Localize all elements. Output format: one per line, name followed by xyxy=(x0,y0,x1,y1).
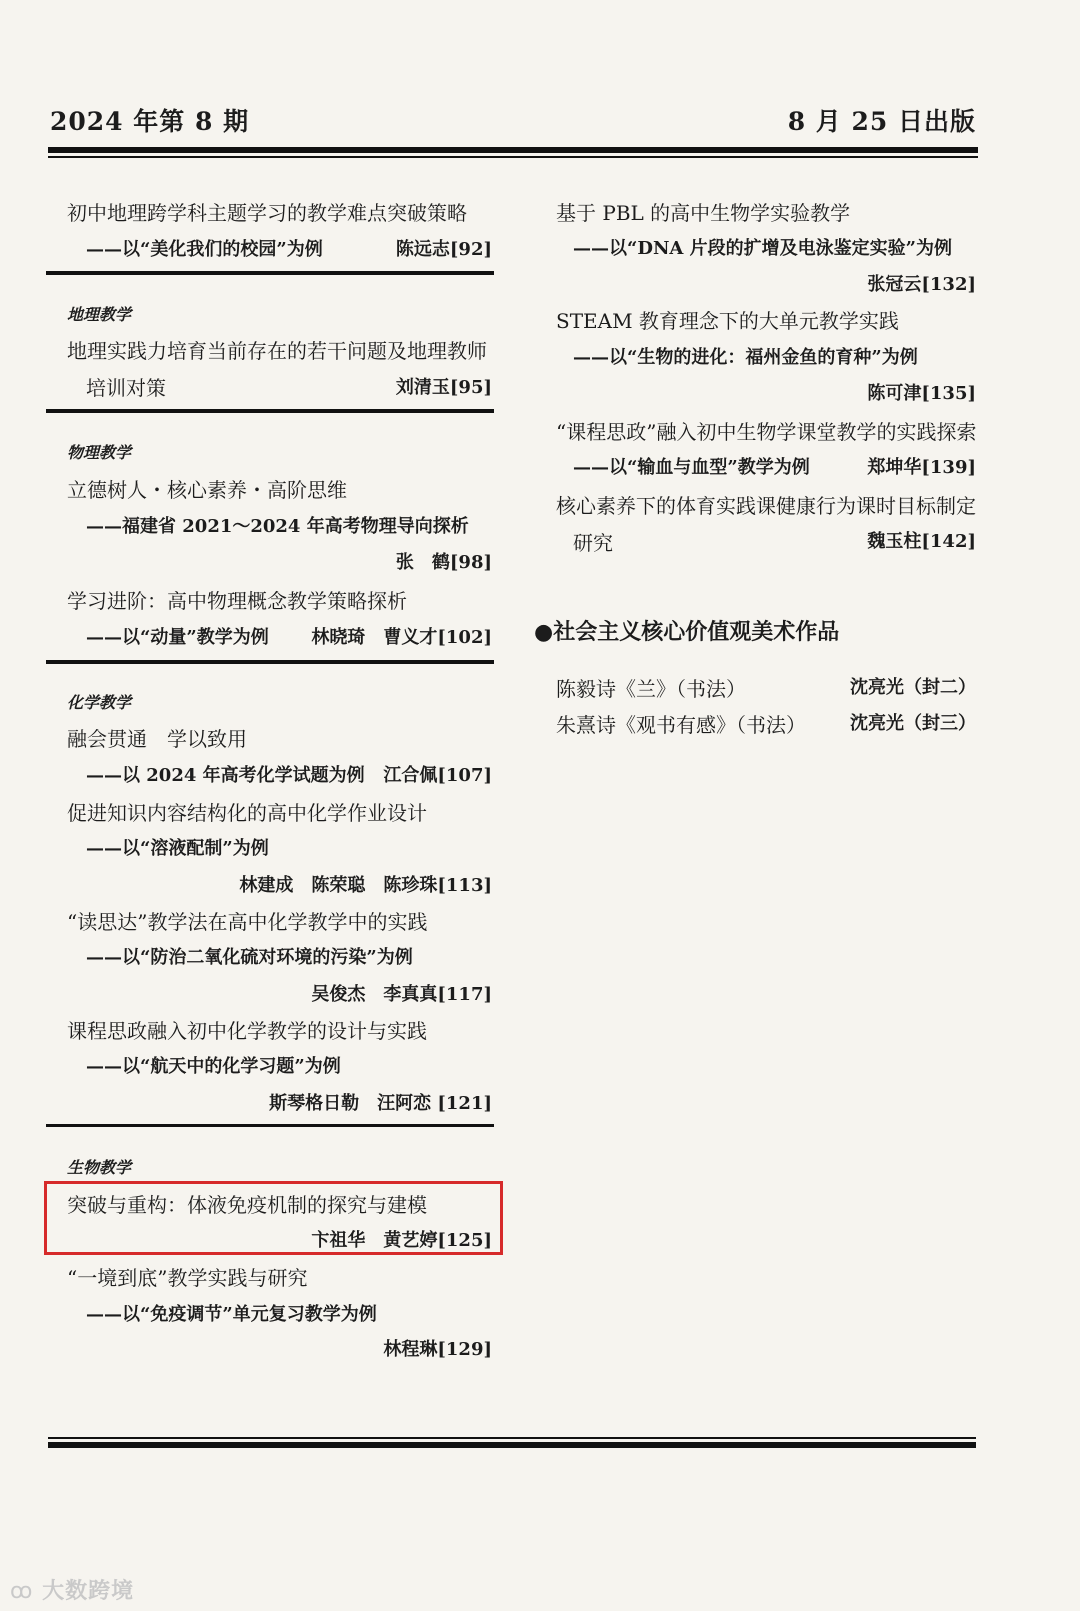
header-rule-thin xyxy=(48,156,978,158)
section-rule xyxy=(46,409,494,413)
article-subtitle: ——以“防治二氧化硫对环境的污染”为例 xyxy=(86,947,413,968)
watermark-logo xyxy=(10,1574,134,1605)
article-title[interactable]: “课程思政”融入初中生物学课堂教学的实践探索 xyxy=(556,420,977,444)
article-title[interactable]: 立德树人・核心素养・高阶思维 xyxy=(67,478,347,502)
article-author: 林程琳[129] xyxy=(383,1339,492,1360)
article-title[interactable]: 促进知识内容结构化的高中化学作业设计 xyxy=(67,801,427,825)
footer-rule-thin xyxy=(48,1437,976,1439)
section-rule xyxy=(46,271,494,275)
header-rule-thick xyxy=(48,147,978,153)
art-work-title[interactable]: 朱熹诗《观书有感》（书法） xyxy=(556,713,806,737)
article-title[interactable]: 初中地理跨学科主题学习的教学难点突破策略 xyxy=(67,201,467,225)
article-subtitle: ——福建省 2021～2024 年高考物理导向探析 xyxy=(86,516,469,537)
article-subtitle: ——以“生物的进化：福州金鱼的育种”为例 xyxy=(573,347,918,368)
article-title[interactable]: 融会贯通 学以致用 xyxy=(67,727,247,751)
article-subtitle: ——以“免疫调节”单元复习教学为例 xyxy=(86,1304,377,1325)
article-subtitle: ——以“美化我们的校园”为例 xyxy=(86,239,323,260)
article-title[interactable]: 课程思政融入初中化学教学的设计与实践 xyxy=(67,1019,427,1043)
issue-label: 2024 年第 8 期 xyxy=(50,107,250,136)
article-author: 张冠云[132] xyxy=(867,274,976,295)
section-heading-geography: 地理教学 xyxy=(67,305,132,324)
article-author: 江合佩[107] xyxy=(383,765,492,786)
article-author: 魏玉柱[142] xyxy=(867,531,976,552)
article-author: 刘清玉[95] xyxy=(395,377,492,398)
article-subtitle: ——以“航天中的化学习题”为例 xyxy=(86,1056,341,1077)
art-work-title[interactable]: 陈毅诗《兰》（书法） xyxy=(556,677,746,701)
art-work-author: 沈亮光（封三） xyxy=(850,713,976,734)
article-author: 陈远志[92] xyxy=(395,239,492,260)
watermark-icon: ꝏ xyxy=(10,1579,34,1604)
footer-rule-thick xyxy=(48,1442,976,1448)
publish-date: 8 月 25 日出版 xyxy=(787,107,976,136)
article-subtitle: ——以“动量”教学为例 xyxy=(86,627,269,648)
article-title-highlighted[interactable]: 突破与重构：体液免疫机制的探究与建模 xyxy=(67,1193,427,1217)
article-title-cont[interactable]: 培训对策 xyxy=(86,376,166,400)
art-work-author: 沈亮光（封二） xyxy=(850,677,976,698)
article-author: 张 鹤[98] xyxy=(395,552,492,573)
section-heading-biology: 生物教学 xyxy=(67,1158,132,1177)
article-title[interactable]: STEAM 教育理念下的大单元教学实践 xyxy=(556,309,899,333)
watermark-text: 大数跨境 xyxy=(42,1579,135,1604)
article-subtitle: ——以“DNA 片段的扩增及电泳鉴定实验”为例 xyxy=(573,238,953,259)
article-author: 卞祖华 黄艺婷[125] xyxy=(311,1230,492,1251)
article-author: 陈可津[135] xyxy=(867,383,976,404)
section-rule xyxy=(46,660,494,664)
article-author: 郑坤华[139] xyxy=(867,457,976,478)
article-title[interactable]: 学习进阶：高中物理概念教学策略探析 xyxy=(67,589,407,613)
section-heading-chemistry: 化学教学 xyxy=(67,693,132,712)
article-title[interactable]: “一境到底”教学实践与研究 xyxy=(67,1266,308,1290)
article-title[interactable]: 地理实践力培育当前存在的若干问题及地理教师 xyxy=(67,339,487,363)
article-subtitle: ——以“输血与血型”教学为例 xyxy=(573,457,810,478)
article-author: 吴俊杰 李真真[117] xyxy=(311,984,492,1005)
article-author: 斯琴格日勒 汪阿恋 [121] xyxy=(269,1093,492,1114)
article-title[interactable]: 核心素养下的体育实践课健康行为课时目标制定 xyxy=(556,494,976,518)
article-author: 林建成 陈荣聪 陈珍珠[113] xyxy=(239,875,492,896)
article-subtitle: ——以 2024 年高考化学试题为例 xyxy=(86,765,365,786)
article-title[interactable]: 基于 PBL 的高中生物学实验教学 xyxy=(556,201,851,225)
article-title[interactable]: “读思达”教学法在高中化学教学中的实践 xyxy=(67,910,428,934)
article-author: 林晓琦 曹义才[102] xyxy=(311,627,492,648)
section-rule xyxy=(46,1124,494,1127)
art-section-heading: ●社会主义核心价值观美术作品 xyxy=(534,620,840,645)
section-heading-physics: 物理教学 xyxy=(67,443,132,462)
article-subtitle: ——以“溶液配制”为例 xyxy=(86,838,269,859)
article-title-cont[interactable]: 研究 xyxy=(573,531,613,555)
